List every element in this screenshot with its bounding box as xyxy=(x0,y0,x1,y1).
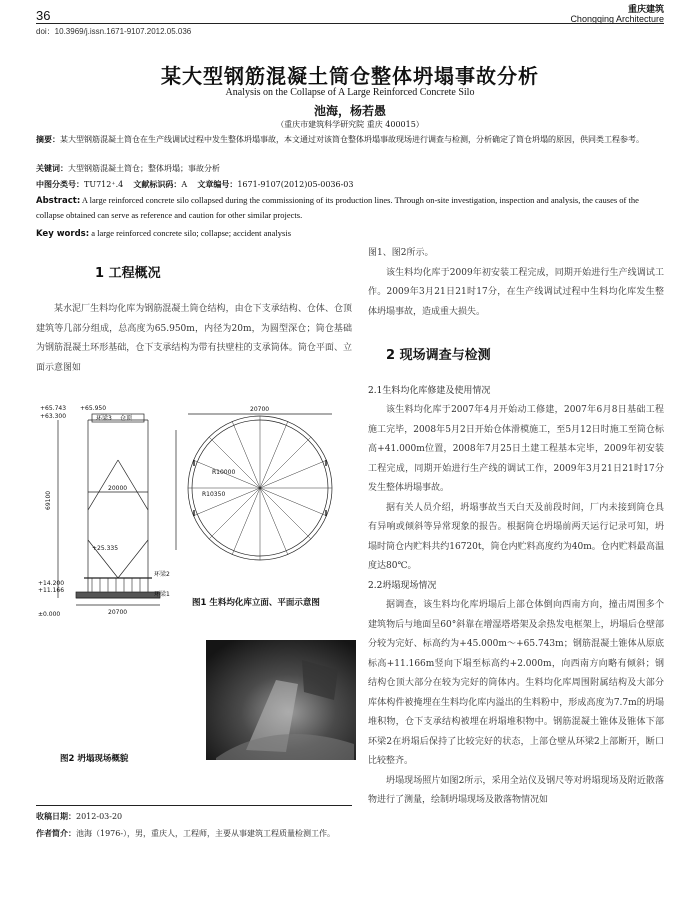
classification xyxy=(36,178,664,191)
subsection-2-2-paragraph-2: 坍塌现场照片如图2所示，采用全站仪及钢尺等对坍塌现场及附近散落物进行了测量，绘制坍塌现场及散落物情况如 xyxy=(368,775,664,805)
label-elev-zero: ±0.000 xyxy=(38,611,61,618)
label-roof: 仓顶 xyxy=(120,415,133,422)
page-number: 36 xyxy=(36,8,51,23)
label-width-top: 20000 xyxy=(108,485,128,492)
keywords-en-label: Key words: xyxy=(36,229,90,239)
keywords-label: 关键词： xyxy=(36,164,68,173)
footnote-received xyxy=(36,808,352,825)
figure-ref-continuation: 图1、图2所示。 xyxy=(368,248,434,258)
clc-value: TU712⁺.4 xyxy=(84,180,124,189)
label-plan-r1: R10000 xyxy=(212,469,236,476)
keywords-en-text: a large reinforced concrete silo; collapse; accident analysis xyxy=(91,228,292,238)
subsection-2-1-paragraph-1: 该生料均化库于2007年4月开始动工修建，2007年6月8日基础工程施工完毕，2008年5月2日开始仓体滑模施工，至5月12日时施工至筒仓标高+41.000m位置，2008年7月25日土建工程基本完毕，2009年初安装工程完成，同期开始进行生产线的调试工作，2009年3月21日21时17分发生整体坍塌事故。 xyxy=(368,405,664,493)
keywords-en xyxy=(36,226,664,241)
authors: 池海，杨若愚 xyxy=(313,104,386,118)
section-1-paragraph-2: 该生料均化库于2009年初安装工程完成，同期开始进行生产线调试工作。2009年3月21日21时17分，在生产线调试过程中生料均化库发生整体坍塌事故，造成重大损失。 xyxy=(368,267,664,317)
author-bio: 池海（1976-），男，重庆人，工程师，主要从事建筑工程质量检测工作。 xyxy=(76,829,336,838)
received-date: 2012-03-20 xyxy=(76,812,123,821)
label-elev-top3: +63.300 xyxy=(40,413,67,420)
figure-2-photo xyxy=(206,640,356,760)
paper-title: 某大型钢筋混凝土筒仓整体坍塌事故分析 xyxy=(161,64,539,88)
label-ring3: 环梁3 xyxy=(96,415,112,422)
keywords-text: 大型钢筋混凝土筒仓；整体坍塌；事故分析 xyxy=(68,164,220,173)
label-width-bottom: 20700 xyxy=(108,609,128,616)
section-1-body xyxy=(36,300,352,378)
section-2-heading: 2 现场调查与检测 xyxy=(386,348,491,363)
right-column xyxy=(368,244,664,811)
section-1-heading: 1 工程概况 xyxy=(95,266,161,281)
doc-code-value: A xyxy=(181,180,188,189)
journal-header xyxy=(570,4,664,24)
subsection-2-1-paragraph-2: 据有关人员介绍，坍塌事故当天白天及前段时间，厂内未接到筒仓具有异响或倾斜等异常现象的报告。根据筒仓坍塌前两天运行记录可知，坍塌时筒仓内贮料共约16720t，筒仓内贮料高度约为40m。仓内贮料最高温度达80℃。 xyxy=(368,502,664,571)
journal-name-en: Chongqing Architecture xyxy=(570,14,664,24)
figure-2-caption: 图2 坍塌现场概貌 xyxy=(60,754,129,764)
subsection-2-1-heading: 2.1生料均化库修建及使用情况 xyxy=(368,385,491,396)
clc-label: 中图分类号： xyxy=(36,180,84,189)
journal-name-cn: 重庆建筑 xyxy=(627,4,664,14)
abstract-en-text: A large reinforced concrete silo collapsed during the commissioning of its production lines. Through on-site investigation, inspection and analysis, the causes of the collapse obtained can serve as reference and caution for other similar projects. xyxy=(36,195,639,220)
article-no-label: 文章编号： xyxy=(197,180,238,189)
keywords xyxy=(36,162,664,175)
abstract-text: 某大型钢筋混凝土筒仓在生产线调试过程中发生整体坍塌事故，本文通过对该筒仓整体坍塌事故现场进行调查与检测，分析确定了筒仓坍塌的原因，供同类工程参考。 xyxy=(60,135,644,144)
label-elev-low1: +14.200 xyxy=(38,580,65,587)
received-label: 收稿日期： xyxy=(36,811,76,821)
doi: doi：10.3969/j.issn.1671-9107.2012.05.036 xyxy=(36,27,192,36)
label-elev-top2: +65.950 xyxy=(80,405,107,412)
label-elev-mid: +25.335 xyxy=(92,545,119,552)
figure-1-caption: 图1 生料均化库立面、平面示意图 xyxy=(192,598,320,608)
footnote-author xyxy=(36,825,352,842)
subsection-2-2-heading: 2.2坍塌现场情况 xyxy=(368,580,437,591)
article-no-value: 1671-9107(2012)05-0036-03 xyxy=(237,180,354,189)
author-bio-label: 作者简介： xyxy=(36,828,76,838)
label-plan-width: 20700 xyxy=(250,406,270,413)
label-ring1: 环梁1 xyxy=(154,591,170,598)
affiliation: （重庆市建筑科学研究院 重庆 400015） xyxy=(276,120,424,129)
header-rule xyxy=(36,23,664,24)
section-1-paragraph: 某水泥厂生料均化库为钢筋混凝土筒仓结构，由仓下支承结构、仓体、仓顶建筑等几部分组成，总高度为65.950m，内径为20m，为圆型深仓；筒仓基础为钢筋混凝土环形基础，仓下支承结构为带有扶壁柱的支承筒体。筒仓平面、立面示意图如 xyxy=(36,304,352,373)
subsection-2-2-paragraph-1: 据调查，该生料均化库坍塌后上部仓体倒向西南方向，撞击周围多个建筑物后与地面呈60°斜靠在增湿塔塔架及余热发电框架上，坍塌后仓壁部分较为完好、标高约为+45.000m～+65.743m；钢筋混凝土锥体从原底标高+11.166m竖向下塌至标高约+2.000m，向西南方向略有倾斜；钢结构仓顶大部分在较为完好的筒体内。生料均化库周围附属结构及大部分库体构件被掩埋在生料均化库内溢出的生料粉中，形成高度为7.7m的坍塌堆积物，仓下支承结构被埋在坍塌堆积物中。钢筋混凝土锥体及锥体下部环梁2在坍塌后保持了比较完好的状态，上部仓壁从环梁2上部断开，断口比较整齐。 xyxy=(368,600,664,766)
abstract-label: 摘要： xyxy=(36,135,60,144)
abstract-en xyxy=(36,193,664,222)
abstract-en-label: Abstract: xyxy=(36,196,81,206)
doc-code-label: 文献标识码： xyxy=(133,180,182,189)
abstract xyxy=(36,133,664,146)
paper-title-en: Analysis on the Collapse of A Large Reinforced Concrete Silo xyxy=(225,87,475,98)
label-plan-r2: R10350 xyxy=(202,491,226,498)
label-elev-low2: +11.166 xyxy=(38,587,65,594)
label-ring2: 环梁2 xyxy=(154,571,170,578)
label-elev-top1: +65.743 xyxy=(40,405,67,412)
footnote-rule xyxy=(36,805,352,806)
label-height-total: 69100 xyxy=(45,490,52,510)
